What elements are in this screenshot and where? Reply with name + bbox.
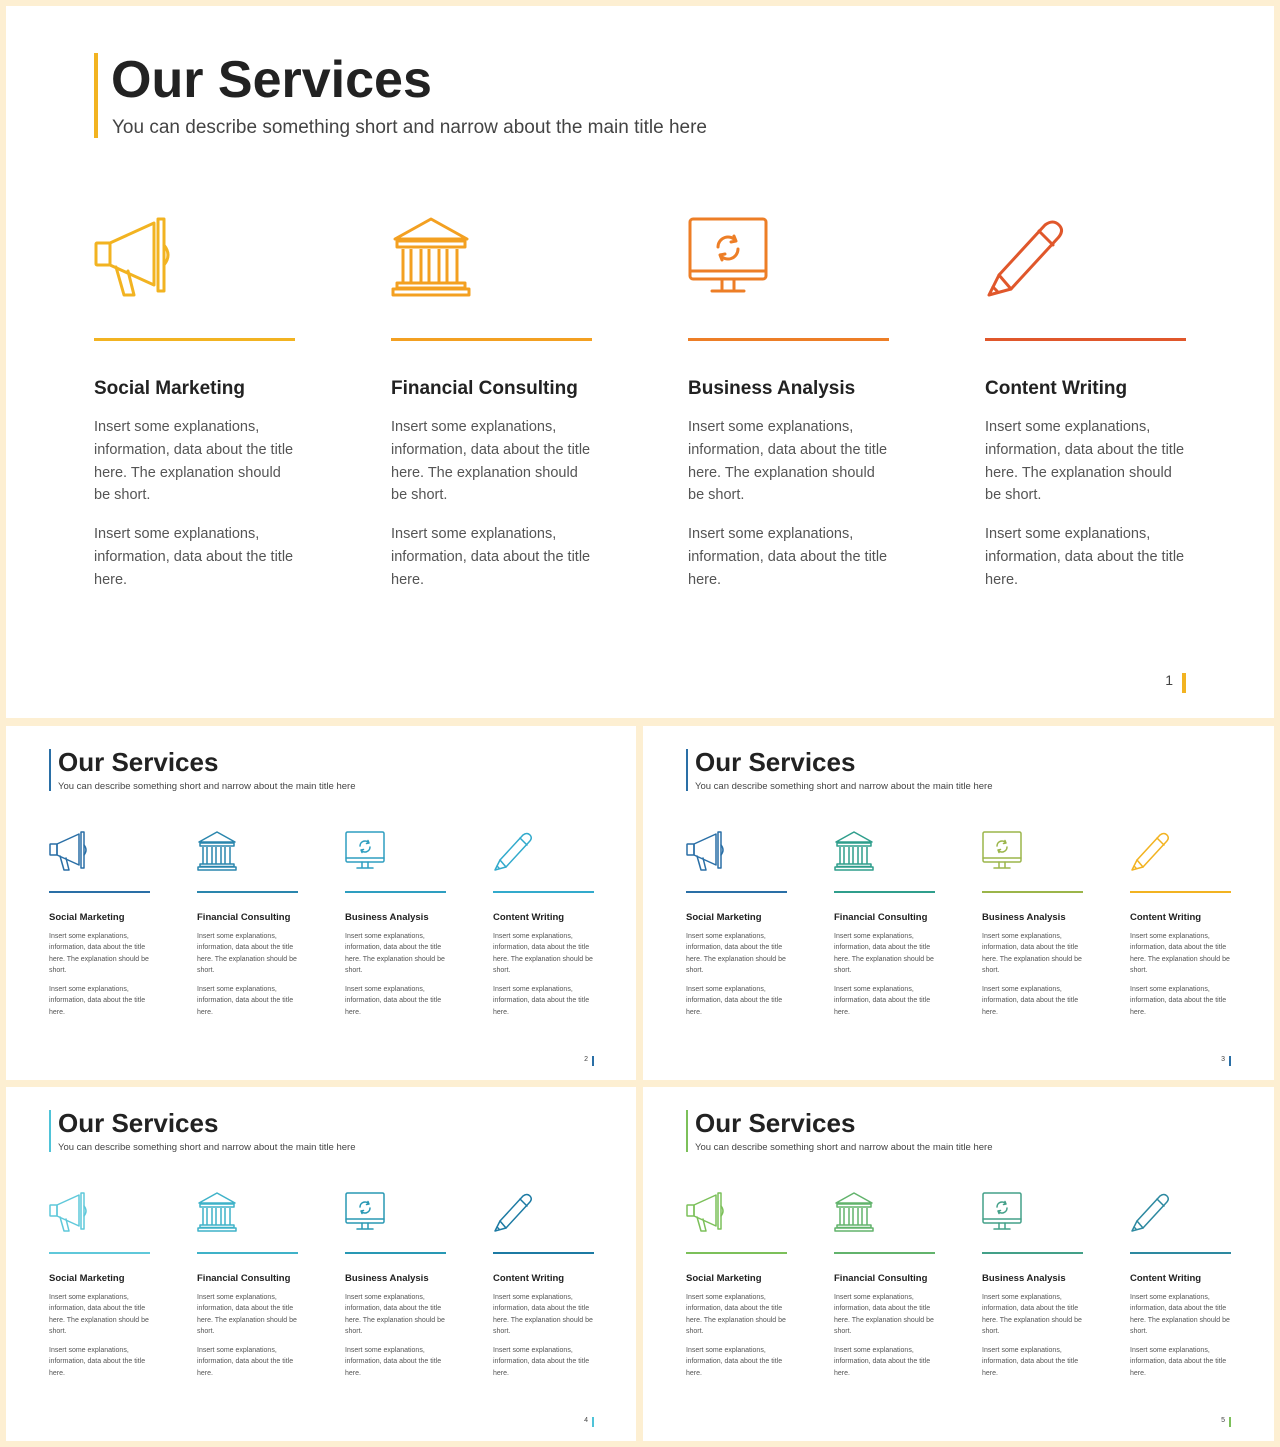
slide-subtitle: You can describe something short and narrow about the main title here (695, 1142, 993, 1153)
megaphone-icon (686, 1192, 726, 1232)
service-description: Insert some explanations, information, data about the title here. The explanation should be short. (493, 1294, 593, 1336)
column-divider (345, 891, 446, 893)
column-divider (834, 1252, 935, 1254)
megaphone-icon (94, 217, 174, 297)
column-divider (834, 891, 935, 893)
service-column (688, 211, 898, 601)
service-column (686, 829, 791, 1024)
monitor-refresh-icon (982, 1192, 1022, 1232)
megaphone-icon (49, 831, 89, 871)
service-title: Content Writing (493, 912, 565, 923)
title-accent-bar (49, 749, 51, 791)
slide-title: Our Services (695, 1108, 856, 1138)
service-column (982, 1190, 1087, 1385)
service-description-secondary: Insert some explanations, information, data about the title here. (49, 986, 146, 1016)
page-number: 1 (1165, 672, 1173, 688)
service-description-secondary: Insert some explanations, information, data about the title here. (686, 1347, 783, 1377)
service-description-secondary: Insert some explanations, information, data about the title here. (1130, 986, 1227, 1016)
service-title: Social Marketing (686, 912, 762, 923)
service-column (345, 829, 450, 1024)
bank-building-icon (834, 831, 874, 871)
megaphone-icon (49, 1192, 89, 1232)
service-description-secondary: Insert some explanations, information, data about the title here. (345, 986, 442, 1016)
service-description-secondary: Insert some explanations, information, data about the title here. (197, 986, 294, 1016)
service-description: Insert some explanations, information, data about the title here. The explanation should be short. (686, 933, 786, 975)
service-description: Insert some explanations, information, data about the title here. The explanation should be short. (197, 933, 297, 975)
column-divider (391, 338, 592, 341)
service-column (391, 211, 601, 601)
service-description-secondary: Insert some explanations, information, data about the title here. (982, 986, 1079, 1016)
pencil-icon (493, 831, 533, 871)
bank-building-icon (834, 1192, 874, 1232)
title-accent-bar (94, 53, 98, 138)
column-divider (197, 1252, 298, 1254)
monitor-refresh-icon (345, 831, 385, 871)
service-description: Insert some explanations, information, data about the title here. The explanation should be short. (688, 419, 888, 504)
page-number-accent (1229, 1417, 1231, 1427)
service-title: Content Writing (985, 378, 1128, 399)
column-divider (49, 891, 150, 893)
page-number-accent (1182, 673, 1186, 693)
page-number-accent (1229, 1056, 1231, 1066)
slide-subtitle: You can describe something short and narrow about the main title here (58, 1142, 356, 1153)
service-column (493, 1190, 598, 1385)
service-description-secondary: Insert some explanations, information, data about the title here. (834, 1347, 931, 1377)
monitor-refresh-icon (688, 217, 768, 297)
bank-building-icon (197, 1192, 237, 1232)
column-divider (982, 891, 1083, 893)
service-title: Business Analysis (688, 378, 856, 399)
slide-title: Our Services (111, 51, 432, 109)
slide-4 (6, 1087, 636, 1441)
column-divider (1130, 891, 1231, 893)
service-description-secondary: Insert some explanations, information, data about the title here. (688, 526, 888, 588)
page-number: 2 (584, 1056, 588, 1063)
pencil-icon (985, 217, 1065, 297)
service-description-secondary: Insert some explanations, information, data about the title here. (834, 986, 931, 1016)
monitor-refresh-icon (345, 1192, 385, 1232)
slide-2 (6, 726, 636, 1080)
service-description: Insert some explanations, information, data about the title here. The explanation should be short. (197, 1294, 297, 1336)
service-title: Financial Consulting (834, 1273, 928, 1284)
service-column (1130, 829, 1235, 1024)
service-column (834, 1190, 939, 1385)
service-description: Insert some explanations, information, data about the title here. The explanation should be short. (686, 1294, 786, 1336)
megaphone-icon (686, 831, 726, 871)
service-column (985, 211, 1195, 601)
slide-1 (6, 6, 1274, 718)
page-number-accent (592, 1056, 594, 1066)
service-description-secondary: Insert some explanations, information, data about the title here. (493, 1347, 590, 1377)
service-column (1130, 1190, 1235, 1385)
service-title: Financial Consulting (391, 378, 578, 399)
service-title: Financial Consulting (197, 912, 291, 923)
service-title: Content Writing (1130, 912, 1202, 923)
service-description-secondary: Insert some explanations, information, data about the title here. (94, 526, 294, 588)
service-description-secondary: Insert some explanations, information, data about the title here. (686, 986, 783, 1016)
service-column (94, 211, 304, 601)
service-description-secondary: Insert some explanations, information, data about the title here. (391, 526, 591, 588)
service-title: Content Writing (493, 1273, 565, 1284)
service-description: Insert some explanations, information, data about the title here. The explanation should be short. (94, 419, 294, 504)
service-description: Insert some explanations, information, data about the title here. The explanation should be short. (982, 1294, 1082, 1336)
monitor-refresh-icon (982, 831, 1022, 871)
service-description: Insert some explanations, information, data about the title here. The explanation should be short. (345, 1294, 445, 1336)
title-accent-bar (49, 1110, 51, 1152)
slide-3 (643, 726, 1274, 1080)
column-divider (49, 1252, 150, 1254)
slide-subtitle: You can describe something short and narrow about the main title here (695, 781, 993, 792)
service-title: Social Marketing (686, 1273, 762, 1284)
column-divider (982, 1252, 1083, 1254)
service-title: Financial Consulting (197, 1273, 291, 1284)
service-column (834, 829, 939, 1024)
service-description-secondary: Insert some explanations, information, data about the title here. (49, 1347, 146, 1377)
service-description: Insert some explanations, information, data about the title here. The explanation should be short. (985, 419, 1185, 504)
service-description: Insert some explanations, information, data about the title here. The explanation should be short. (345, 933, 445, 975)
service-description: Insert some explanations, information, data about the title here. The explanation should be short. (49, 933, 149, 975)
title-accent-bar (686, 1110, 688, 1152)
service-title: Social Marketing (49, 912, 125, 923)
service-column (197, 1190, 302, 1385)
column-divider (493, 1252, 594, 1254)
title-accent-bar (686, 749, 688, 791)
slide-subtitle: You can describe something short and narrow about the main title here (58, 781, 356, 792)
service-title: Financial Consulting (834, 912, 928, 923)
service-description-secondary: Insert some explanations, information, data about the title here. (197, 1347, 294, 1377)
service-title: Business Analysis (345, 912, 429, 923)
column-divider (985, 338, 1186, 341)
service-description: Insert some explanations, information, data about the title here. The explanation should be short. (49, 1294, 149, 1336)
service-description-secondary: Insert some explanations, information, data about the title here. (345, 1347, 442, 1377)
service-description-secondary: Insert some explanations, information, data about the title here. (982, 1347, 1079, 1377)
service-column (49, 1190, 154, 1385)
column-divider (345, 1252, 446, 1254)
bank-building-icon (197, 831, 237, 871)
service-description: Insert some explanations, information, data about the title here. The explanation should be short. (391, 419, 591, 504)
service-column (345, 1190, 450, 1385)
pencil-icon (1130, 831, 1170, 871)
slide-title: Our Services (58, 747, 219, 777)
service-description-secondary: Insert some explanations, information, data about the title here. (493, 986, 590, 1016)
service-description-secondary: Insert some explanations, information, data about the title here. (985, 526, 1185, 588)
service-title: Business Analysis (345, 1273, 429, 1284)
service-description: Insert some explanations, information, data about the title here. The explanation should be short. (834, 1294, 934, 1336)
column-divider (94, 338, 295, 341)
service-description: Insert some explanations, information, data about the title here. The explanation should be short. (834, 933, 934, 975)
service-column (982, 829, 1087, 1024)
service-description: Insert some explanations, information, data about the title here. The explanation should be short. (1130, 1294, 1230, 1336)
column-divider (686, 1252, 787, 1254)
service-column (686, 1190, 791, 1385)
service-title: Business Analysis (982, 1273, 1066, 1284)
page-number: 3 (1221, 1056, 1225, 1063)
slide-5 (643, 1087, 1274, 1441)
pencil-icon (1130, 1192, 1170, 1232)
service-title: Business Analysis (982, 912, 1066, 923)
service-title: Social Marketing (49, 1273, 125, 1284)
slide-subtitle: You can describe something short and narrow about the main title here (112, 117, 707, 138)
service-title: Social Marketing (94, 378, 245, 399)
column-divider (493, 891, 594, 893)
page-number: 5 (1221, 1417, 1225, 1424)
column-divider (197, 891, 298, 893)
service-column (197, 829, 302, 1024)
slide-title: Our Services (695, 747, 856, 777)
page-number: 4 (584, 1417, 588, 1424)
bank-building-icon (391, 217, 471, 297)
page-number-accent (592, 1417, 594, 1427)
pencil-icon (493, 1192, 533, 1232)
service-description-secondary: Insert some explanations, information, data about the title here. (1130, 1347, 1227, 1377)
column-divider (686, 891, 787, 893)
service-title: Content Writing (1130, 1273, 1202, 1284)
service-description: Insert some explanations, information, data about the title here. The explanation should be short. (1130, 933, 1230, 975)
service-column (493, 829, 598, 1024)
service-description: Insert some explanations, information, data about the title here. The explanation should be short. (493, 933, 593, 975)
column-divider (688, 338, 889, 341)
slide-title: Our Services (58, 1108, 219, 1138)
service-description: Insert some explanations, information, data about the title here. The explanation should be short. (982, 933, 1082, 975)
column-divider (1130, 1252, 1231, 1254)
service-column (49, 829, 154, 1024)
